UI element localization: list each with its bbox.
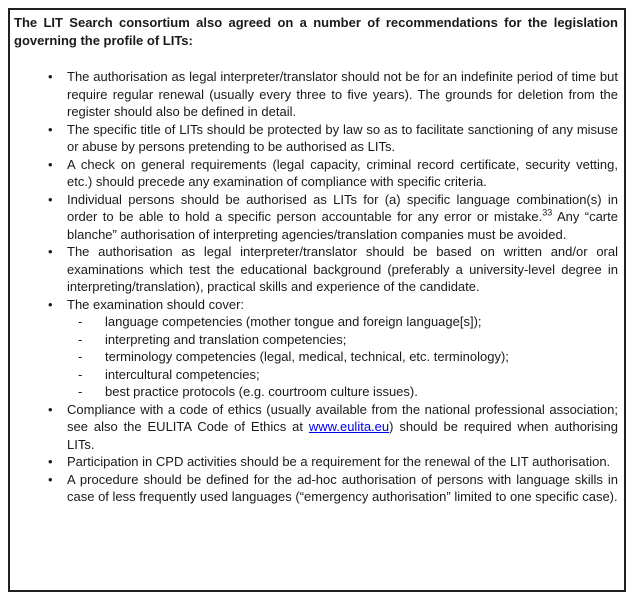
text-segment: Compliance with a code of ethics (usually available from the national professional association; see also the EULITA Code of Ethics at <box>67 401 618 434</box>
examination-sub-list <box>67 313 618 401</box>
list-item <box>14 453 618 471</box>
text-segment: The authorisation as legal interpreter/translator should not be for an indefinite period of time but require regular renewal (usually every three to five years). The grounds for deletion from the register should also be defined in detail. <box>67 69 618 119</box>
list-item <box>14 156 618 191</box>
text-segment: The authorisation as legal interpreter/translator should be based on written and/or oral examinations which test the educational background (preferably a university-level degree in interpreting/translation), practical skills and experience of the candidate. <box>67 244 618 294</box>
list-item <box>14 121 618 156</box>
text-segment: A check on general requirements (legal capacity, criminal record certificate, security vetting, etc.) should precede any examination of compliance with specific criteria. <box>67 156 618 189</box>
sub-list-item: - best practice protocols (e.g. courtroom culture issues). <box>67 383 618 401</box>
box-title: The LIT Search consortium also agreed on a number of recommendations for the legislation governing the profile of LITs: <box>14 15 618 48</box>
list-item <box>14 68 618 121</box>
list-item <box>14 401 618 454</box>
text-segment: ) should be required when authorising LITs. <box>67 419 618 452</box>
eulita-website-link[interactable]: www.eulita.eu <box>308 419 390 434</box>
sub-list-item: - language competencies (mother tongue and foreign language[s]); <box>67 313 618 331</box>
recommendations-box <box>8 8 626 592</box>
list-item <box>14 243 618 296</box>
text-segment: The specific title of LITs should be protected by law so as to facilitate sanctioning of any misuse or abuse by persons pretending to be authorised as LITs. <box>67 121 618 154</box>
recommendation-list <box>14 68 618 506</box>
text-segment: The examination should cover: <box>67 296 245 312</box>
text-segment: Individual persons should be authorised as LITs for (a) specific language combination(s) in order to be able to hold a specific person accountable for any error or mistake. <box>67 191 618 224</box>
sub-list-item: - terminology competencies (legal, medical, technical, etc. terminology); <box>67 348 618 366</box>
text-segment: Any “carte blanche” authorisation of interpreting agencies/translation companies must be avoided. <box>67 209 618 242</box>
list-item <box>14 191 618 244</box>
list-item <box>14 296 618 401</box>
list-item <box>14 471 618 506</box>
sub-list-item: - interpreting and translation competencies; <box>67 331 618 349</box>
footnote-reference: 33 <box>542 207 553 218</box>
sub-list-item: - intercultural competencies; <box>67 366 618 384</box>
text-segment: Participation in CPD activities should be a requirement for the renewal of the LIT authorisation. <box>67 454 611 469</box>
text-segment: A procedure should be defined for the ad-hoc authorisation of persons with language skills in case of less frequently used languages (“emergency authorisation” limited to one specific case). <box>67 471 618 504</box>
